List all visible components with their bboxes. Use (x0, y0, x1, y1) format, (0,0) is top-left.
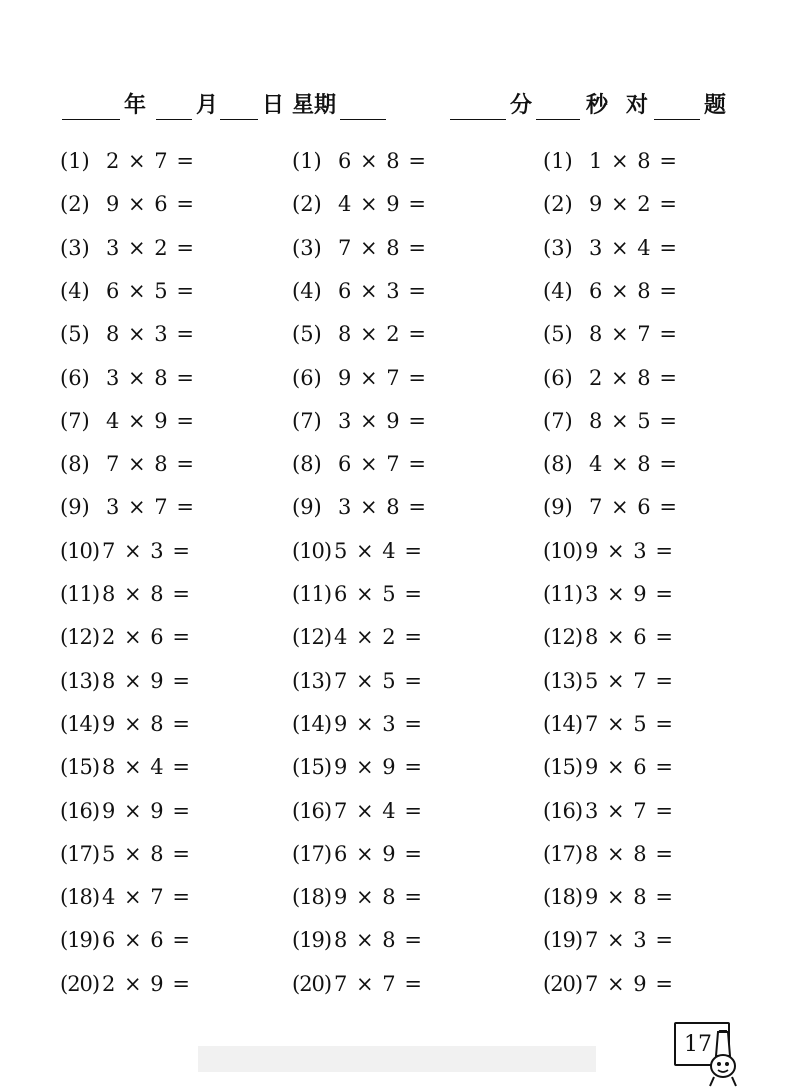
problem-index: (11) (543, 582, 583, 606)
month-group (156, 86, 222, 120)
problem-row (543, 796, 783, 826)
year-label: 年 (124, 92, 147, 118)
problem-row (292, 839, 532, 869)
problem-expression: 7 × 7 = (334, 971, 423, 996)
month-label: 月 (196, 92, 219, 118)
problem-index: (18) (292, 885, 332, 910)
problem-index: (3) (60, 235, 90, 260)
problem-index: (8) (60, 452, 90, 477)
problem-expression: 9 × 2 = (589, 192, 678, 217)
problem-index: (7) (543, 408, 573, 433)
problem-expression: 7 × 5 = (334, 668, 423, 693)
problem-expression: 1 × 8 = (589, 149, 678, 173)
problem-index: (2) (543, 192, 573, 217)
problem-row (60, 276, 300, 306)
problem-index: (8) (292, 452, 322, 477)
problem-row (60, 492, 300, 522)
problem-index: (9) (292, 495, 322, 520)
problem-row (60, 796, 300, 826)
problem-expression: 4 × 2 = (334, 625, 423, 650)
problem-expression: 7 × 8 = (106, 452, 195, 477)
problem-index: (4) (60, 278, 90, 303)
problem-index: (4) (543, 278, 573, 303)
problem-index: (6) (292, 365, 322, 390)
problem-row (292, 752, 532, 782)
problem-row (543, 189, 783, 219)
problem-index: (13) (543, 668, 583, 693)
problem-expression: 4 × 8 = (589, 452, 678, 477)
problem-row (292, 536, 532, 566)
problem-index: (2) (60, 192, 90, 217)
problem-index: (5) (543, 322, 573, 347)
problem-index: (15) (60, 755, 100, 780)
problem-index: (17) (292, 841, 332, 866)
problem-row (292, 969, 532, 999)
problem-row (292, 146, 532, 176)
problem-expression: 6 × 9 = (334, 841, 423, 866)
problem-index: (12) (292, 625, 332, 650)
problem-expression: 8 × 2 = (338, 322, 427, 347)
problem-expression: 2 × 6 = (102, 625, 191, 650)
problem-row (292, 796, 532, 826)
problem-expression: 2 × 8 = (589, 365, 678, 390)
problem-expression: 6 × 7 = (338, 452, 427, 477)
problem-row (543, 882, 783, 912)
problem-expression: 7 × 4 = (334, 798, 423, 823)
problem-expression: 9 × 9 = (334, 755, 423, 780)
problem-index: (13) (292, 668, 332, 693)
problem-expression: 9 × 9 = (102, 798, 191, 823)
problem-row (543, 363, 783, 393)
problem-row (60, 319, 300, 349)
problem-row (292, 189, 532, 219)
problem-index: (16) (543, 798, 583, 823)
problem-index: (11) (292, 582, 332, 606)
problem-index: (10) (543, 538, 583, 563)
problem-row (543, 839, 783, 869)
problem-expression: 6 × 8 = (338, 149, 427, 173)
problem-expression: 9 × 6 = (106, 192, 195, 217)
problem-index: (4) (292, 278, 322, 303)
problem-expression: 8 × 9 = (102, 668, 191, 693)
problem-expression: 2 × 7 = (106, 149, 195, 173)
problem-expression: 7 × 5 = (585, 711, 674, 736)
year-blank[interactable] (62, 89, 120, 120)
problem-expression: 7 × 6 = (589, 495, 678, 520)
problem-index: (20) (292, 971, 332, 996)
problem-index: (13) (60, 668, 100, 693)
worksheet-header (0, 86, 794, 120)
problem-row (60, 666, 300, 696)
problem-row (292, 319, 532, 349)
problem-row (543, 492, 783, 522)
question-label: 题 (704, 92, 727, 118)
problem-index: (8) (543, 452, 573, 477)
problem-expression: 5 × 8 = (102, 841, 191, 866)
problem-expression: 5 × 4 = (334, 538, 423, 563)
problem-row (543, 709, 783, 739)
problem-index: (14) (60, 711, 100, 736)
problem-row (292, 925, 532, 955)
problem-expression: 8 × 7 = (589, 322, 678, 347)
problem-row (543, 666, 783, 696)
problem-row (292, 622, 532, 652)
problem-index: (14) (292, 711, 332, 736)
problem-expression: 9 × 6 = (585, 755, 674, 780)
problem-expression: 7 × 3 = (102, 538, 191, 563)
page-number-text: 17 (684, 1031, 712, 1057)
day-label: 日 (262, 92, 285, 118)
problem-expression: 4 × 9 = (338, 192, 427, 217)
problem-row (543, 925, 783, 955)
problem-expression: 3 × 9 = (585, 582, 674, 606)
problem-index: (7) (292, 408, 322, 433)
problem-expression: 9 × 8 = (102, 711, 191, 736)
problem-row (543, 536, 783, 566)
problem-expression: 3 × 8 = (106, 365, 195, 390)
month-blank[interactable] (156, 89, 192, 120)
problem-expression: 7 × 8 = (338, 235, 427, 260)
problem-row (292, 406, 532, 436)
pencil-mascot-icon (700, 1030, 740, 1088)
problem-row (292, 579, 532, 609)
problem-row (292, 233, 532, 263)
problem-expression: 3 × 7 = (585, 798, 674, 823)
problem-index: (6) (543, 365, 573, 390)
minute-blank[interactable] (450, 89, 506, 120)
problem-index: (14) (543, 711, 583, 736)
problem-expression: 9 × 7 = (338, 365, 427, 390)
second-blank[interactable] (536, 89, 580, 120)
problem-index: (5) (60, 322, 90, 347)
minute-group (450, 86, 730, 120)
day-group (220, 86, 386, 120)
problem-index: (18) (543, 885, 583, 910)
problem-expression: 4 × 7 = (102, 885, 191, 910)
problem-row (292, 363, 532, 393)
problem-row (543, 969, 783, 999)
problem-index: (1) (543, 149, 573, 173)
problem-row (60, 969, 300, 999)
problem-expression: 8 × 3 = (106, 322, 195, 347)
problem-expression: 3 × 8 = (338, 495, 427, 520)
problem-expression: 7 × 3 = (585, 928, 674, 953)
problem-expression: 9 × 8 = (334, 885, 423, 910)
problem-row (543, 406, 783, 436)
problem-index: (12) (543, 625, 583, 650)
problem-index: (12) (60, 625, 100, 650)
problem-expression: 8 × 8 = (102, 582, 191, 606)
problem-index: (3) (543, 235, 573, 260)
problem-row (60, 882, 300, 912)
minute-label: 分 (510, 92, 533, 118)
problem-index: (20) (60, 971, 100, 996)
problem-row (543, 449, 783, 479)
problem-index: (7) (60, 408, 90, 433)
problem-expression: 3 × 2 = (106, 235, 195, 260)
problem-index: (5) (292, 322, 322, 347)
problem-expression: 5 × 7 = (585, 668, 674, 693)
problem-expression: 6 × 5 = (106, 278, 195, 303)
problem-expression: 3 × 9 = (338, 408, 427, 433)
problem-row (292, 882, 532, 912)
problem-row (543, 579, 783, 609)
problem-index: (10) (60, 538, 100, 563)
problem-row (292, 449, 532, 479)
problem-index: (1) (292, 149, 322, 173)
problem-expression: 4 × 9 = (106, 408, 195, 433)
problem-expression: 2 × 9 = (102, 971, 191, 996)
weekday-label: 星期 (292, 92, 337, 118)
problem-row (60, 363, 300, 393)
problem-expression: 8 × 8 = (334, 928, 423, 953)
year-group (62, 86, 150, 120)
correct-count-blank[interactable] (654, 89, 700, 120)
problem-index: (2) (292, 192, 322, 217)
problem-expression: 6 × 5 = (334, 582, 423, 606)
problem-index: (6) (60, 365, 90, 390)
problem-expression: 8 × 8 = (585, 841, 674, 866)
problem-row (60, 709, 300, 739)
problem-index: (18) (60, 885, 100, 910)
problem-row (292, 492, 532, 522)
problem-row (60, 449, 300, 479)
problem-expression: 8 × 6 = (585, 625, 674, 650)
problem-index: (9) (60, 495, 90, 520)
correct-label: 对 (626, 92, 649, 118)
problem-index: (3) (292, 235, 322, 260)
problem-index: (10) (292, 538, 332, 563)
day-blank[interactable] (220, 89, 258, 120)
problem-index: (11) (60, 582, 100, 606)
weekday-blank[interactable] (340, 89, 386, 120)
footer-bar (198, 1046, 596, 1072)
problem-index: (16) (292, 798, 332, 823)
problem-row (543, 752, 783, 782)
problem-expression: 7 × 9 = (585, 971, 674, 996)
problem-expression: 6 × 8 = (589, 278, 678, 303)
problem-expression: 9 × 8 = (585, 885, 674, 910)
problem-row (60, 622, 300, 652)
problem-expression: 8 × 5 = (589, 408, 678, 433)
problem-index: (16) (60, 798, 100, 823)
problem-expression: 3 × 7 = (106, 495, 195, 520)
problem-row (543, 622, 783, 652)
problem-row (60, 839, 300, 869)
problem-row (60, 536, 300, 566)
problem-row (60, 189, 300, 219)
problem-row (60, 146, 300, 176)
problem-row (60, 406, 300, 436)
problem-index: (20) (543, 971, 583, 996)
problem-index: (15) (292, 755, 332, 780)
problem-index: (9) (543, 495, 573, 520)
problem-row (543, 276, 783, 306)
problem-row (543, 319, 783, 349)
problem-index: (1) (60, 149, 90, 173)
problem-index: (17) (60, 841, 100, 866)
problem-expression: 8 × 4 = (102, 755, 191, 780)
problem-row (292, 709, 532, 739)
problem-row (60, 925, 300, 955)
problem-expression: 9 × 3 = (585, 538, 674, 563)
problem-expression: 6 × 6 = (102, 928, 191, 953)
problem-row (60, 752, 300, 782)
problem-index: (17) (543, 841, 583, 866)
problem-row (60, 233, 300, 263)
problem-expression: 6 × 3 = (338, 278, 427, 303)
problem-index: (19) (292, 928, 332, 953)
problem-row (543, 233, 783, 263)
problem-index: (19) (60, 928, 100, 953)
problem-index: (15) (543, 755, 583, 780)
problem-row (292, 276, 532, 306)
problem-row (292, 666, 532, 696)
second-label: 秒 (586, 92, 609, 118)
problem-expression: 3 × 4 = (589, 235, 678, 260)
problem-row (60, 579, 300, 609)
problem-expression: 9 × 3 = (334, 711, 423, 736)
problem-row (543, 146, 783, 176)
problem-index: (19) (543, 928, 583, 953)
